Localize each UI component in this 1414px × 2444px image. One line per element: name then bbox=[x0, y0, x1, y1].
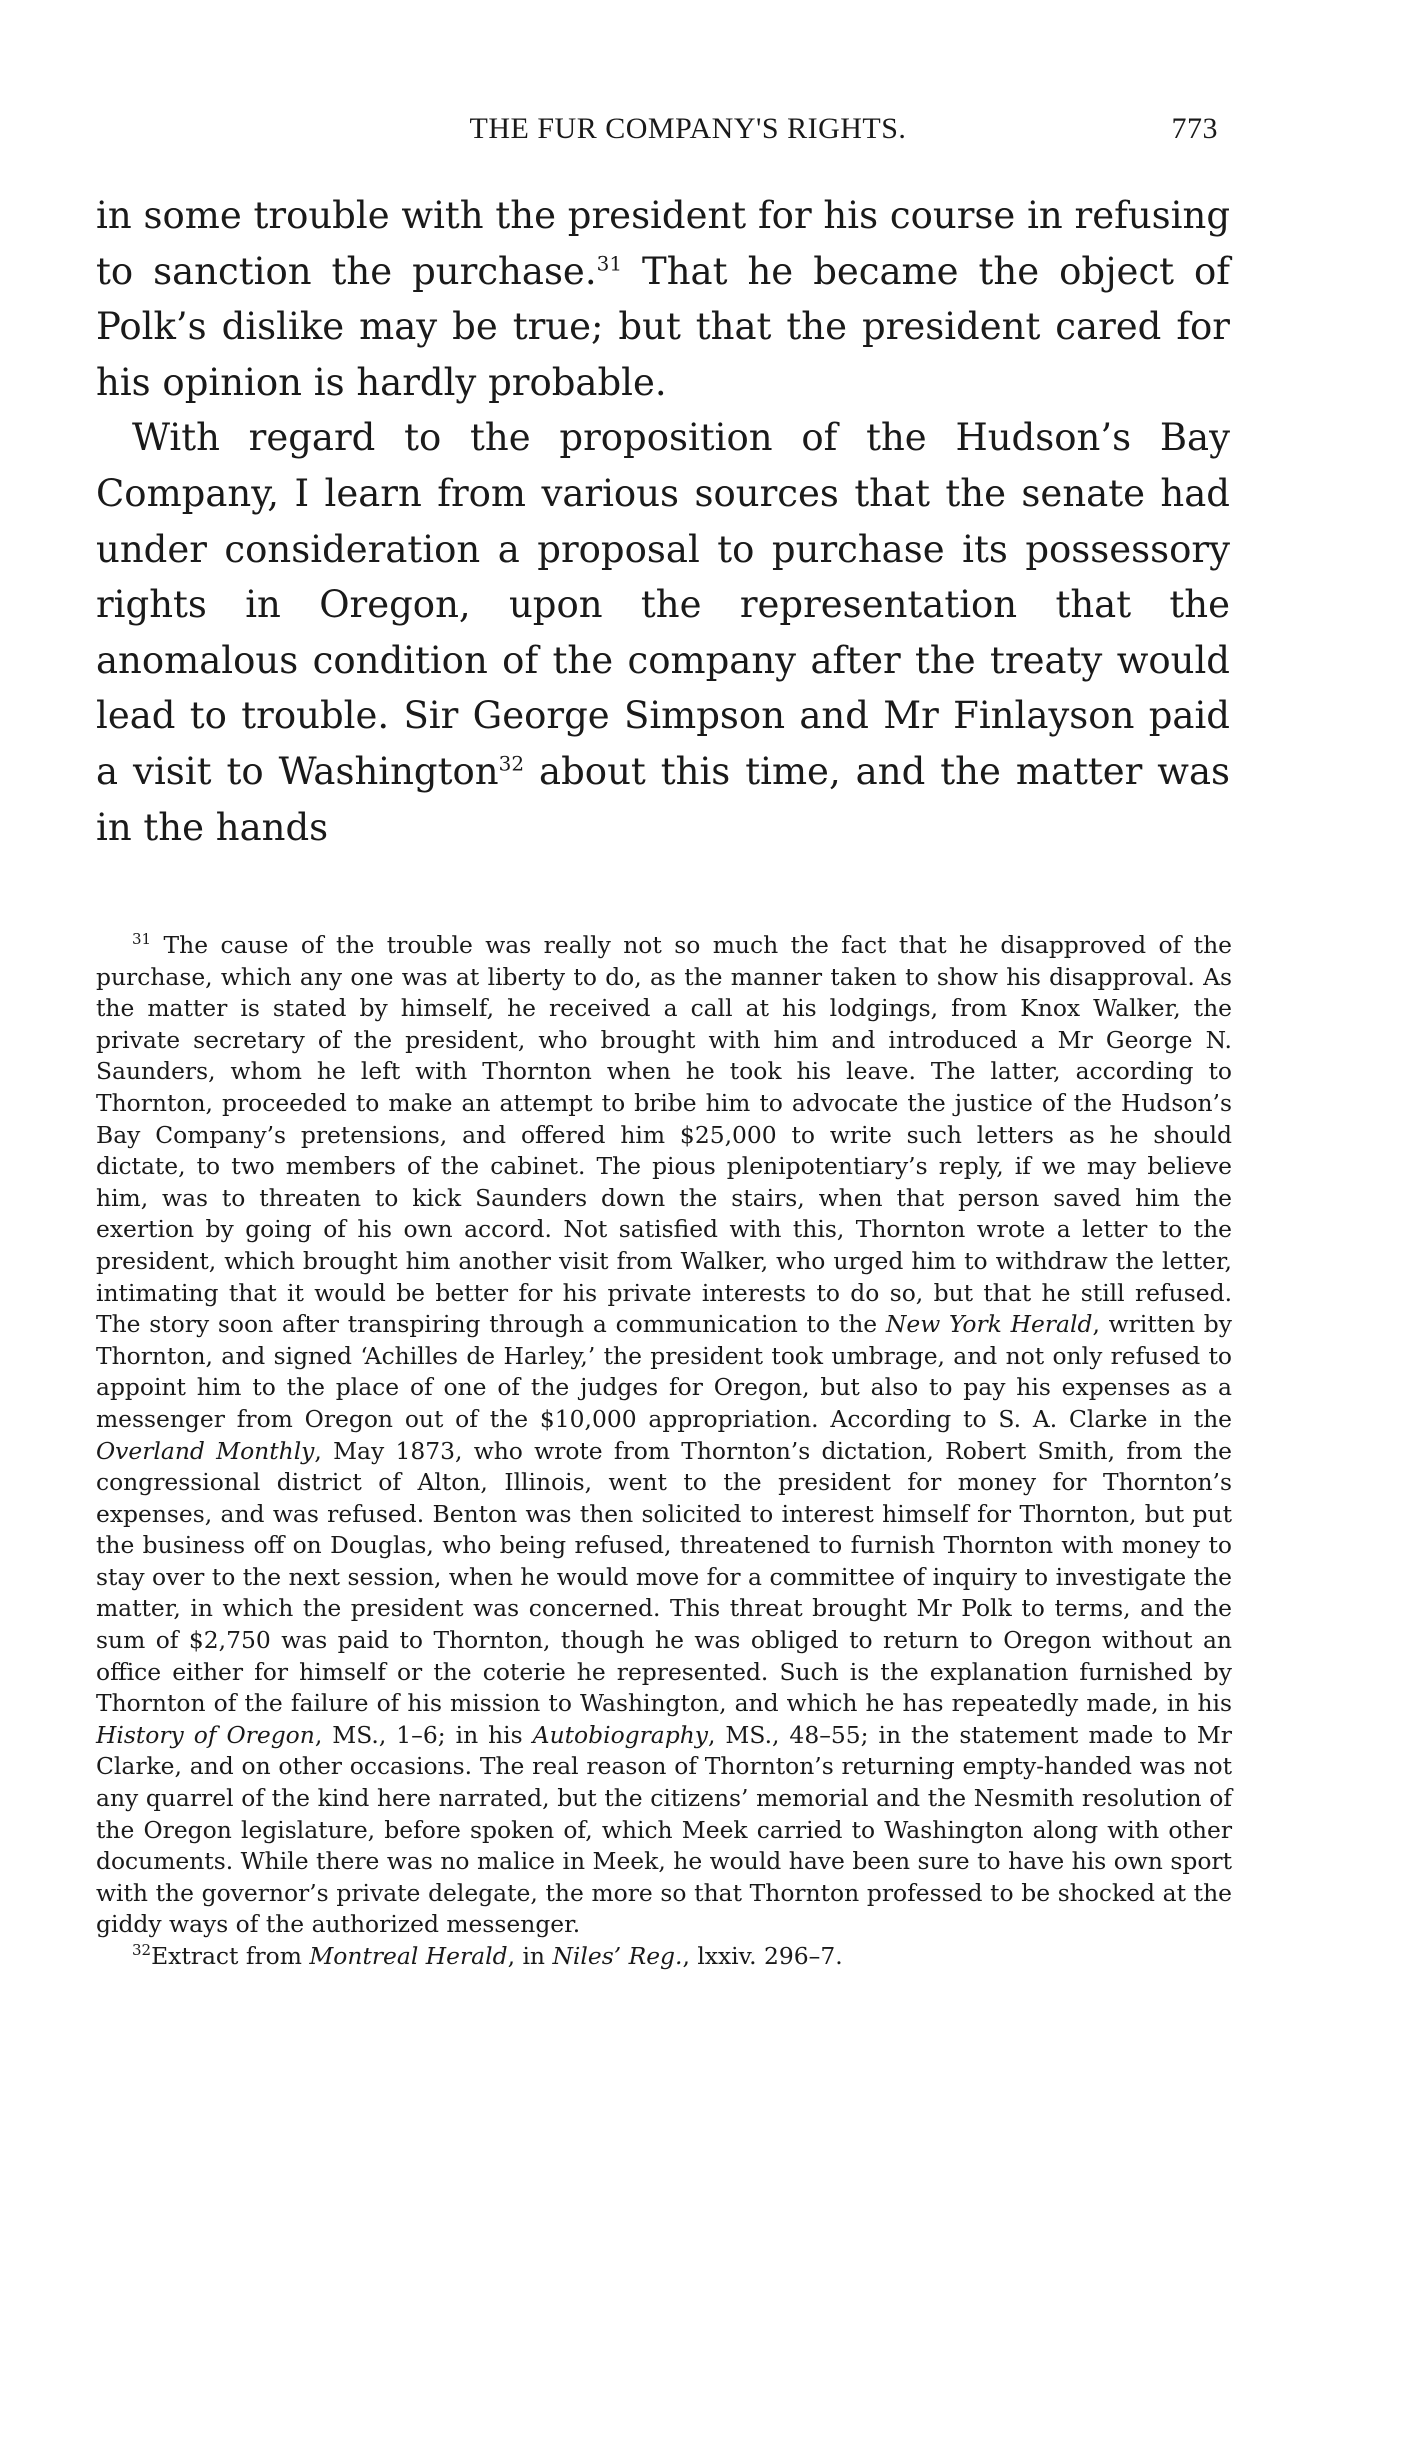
paragraph-1-text-b: That he became the object of Polk’s dislike may be true; but that the president cared for his opinion is hardly probable. bbox=[96, 249, 1231, 404]
footnote-32-text-3: , lxxiv. 296–7. bbox=[682, 1942, 843, 1970]
main-text bbox=[96, 188, 1230, 855]
running-head: THE FUR COMPANY'S RIGHTS. bbox=[469, 112, 907, 145]
footnote-31-italic-1: New York Herald bbox=[885, 1310, 1093, 1339]
footnote-31-text-1: The cause of the trouble was really not so much the fact that he disapproved of the purchase, which any one was at liberty to do, as the manner taken to show his disapproval. As the matter is stated by himself, he received a call at his lodgings, from Knox Walker, the private secretary of the president, who brought with him and introduced a Mr George N. Saunders, whom he left with Thornton when he took his leave. The latter, according to Thornton, proceeded to make an attempt to bribe him to advocate the justice of the Hudson’s Bay Company’s pretensions, and offered him $25,000 to write such letters as he should dictate, to two members of the cabinet. The pious plenipotentiary’s reply, if we may believe him, was to threaten to kick Saunders down the stairs, when that person saved him the exertion by going of his own accord. Not satisfied with this, Thornton wrote a letter to the president, which brought him another visit from Walker, who urged him to withdraw the letter, intimating that it would be better for his private interests to do so, but that he still refused. The story soon after transpiring through a communication to the bbox=[96, 931, 1232, 1339]
footnotes bbox=[96, 930, 1232, 1973]
page-header bbox=[158, 112, 1218, 156]
paragraph-1 bbox=[96, 188, 1230, 410]
footnote-ref-31: 31 bbox=[596, 251, 623, 276]
paragraph-1-text-a: in some trouble with the president for his course in refusing to sanction the purchase. bbox=[96, 194, 1230, 293]
paragraph-2-text-a: With regard to the proposition of the Hudson’s Bay Company, I learn from various sources that the senate had under consideration a proposal to purchase its possessory rights in Oregon, upon the representation that the anomalous condition of the company after the treaty would lead to trouble. Sir George Simpson and Mr Finlayson paid a visit to Washington bbox=[96, 416, 1230, 793]
footnote-31-italic-2: Overland Monthly bbox=[96, 1436, 315, 1465]
footnote-32 bbox=[96, 1941, 1232, 1973]
footnote-31-text-2: , written by Thornton, and signed ‘Achilles de Harley,’ the president took umbrage, and not only refused to appoint him to the place of one of the judges for Oregon, but also to pay his expenses as a messenger from Oregon out of the $10,000 appropriation. According to S. A. Clarke in the bbox=[96, 1310, 1232, 1433]
footnote-32-text-2: , in bbox=[507, 1942, 553, 1970]
page-number: 773 bbox=[1171, 112, 1218, 145]
footnote-32-text-1: Extract from bbox=[151, 1942, 310, 1970]
footnote-31-text-4: , MS., 1–6; in his bbox=[314, 1720, 533, 1749]
paragraph-2 bbox=[96, 410, 1230, 855]
footnote-32-marker: 32 bbox=[132, 1941, 152, 1960]
footnote-32-italic-2: Niles’ Reg. bbox=[552, 1942, 683, 1970]
footnote-31-marker: 31 bbox=[132, 930, 152, 949]
footnote-31-text-3: , May 1873, who wrote from Thornton’s dictation, Robert Smith, from the congressional district of Alton, Illinois, went to the president for money for Thornton’s expenses, and was refused. Benton was then solicited to interest himself for Thornton, but put the business off on Douglas, who being refused, threatened to furnish Thornton with money to stay over to the next session, when he would move for a committee of inquiry to investigate the matter, in which the president was concerned. This threat brought Mr Polk to terms, and the sum of $2,750 was paid to Thornton, though he was obliged to return to Oregon without an office either for himself or the coterie he represented. Such is the explanation furnished by Thornton of the failure of his mission to Washington, and which he has repeatedly made, in his bbox=[96, 1436, 1232, 1718]
paragraph-2-text-b: about this time, and the matter was in the hands bbox=[96, 749, 1230, 849]
footnote-ref-32: 32 bbox=[498, 751, 525, 776]
footnote-31-text-5: , MS., 48–55; in the statement made to Mr Clarke, and on other occasions. The real reason of Thornton’s returning empty-handed was not any quarrel of the kind here narrated, but the citizens’ memorial and the Nesmith resolution of the Oregon legislature, before spoken of, which Meek carried to Washington along with other documents. While there was no malice in Meek, he would have been sure to have his own sport with the governor’s private delegate, the more so that Thornton professed to be shocked at the giddy ways of the authorized messenger. bbox=[96, 1720, 1232, 1939]
footnote-31-italic-4: Autobiography bbox=[532, 1720, 708, 1749]
footnote-31-italic-3: History of Oregon bbox=[96, 1720, 315, 1749]
footnote-31 bbox=[96, 930, 1232, 1941]
footnote-32-italic-1: Montreal Herald bbox=[309, 1942, 508, 1970]
